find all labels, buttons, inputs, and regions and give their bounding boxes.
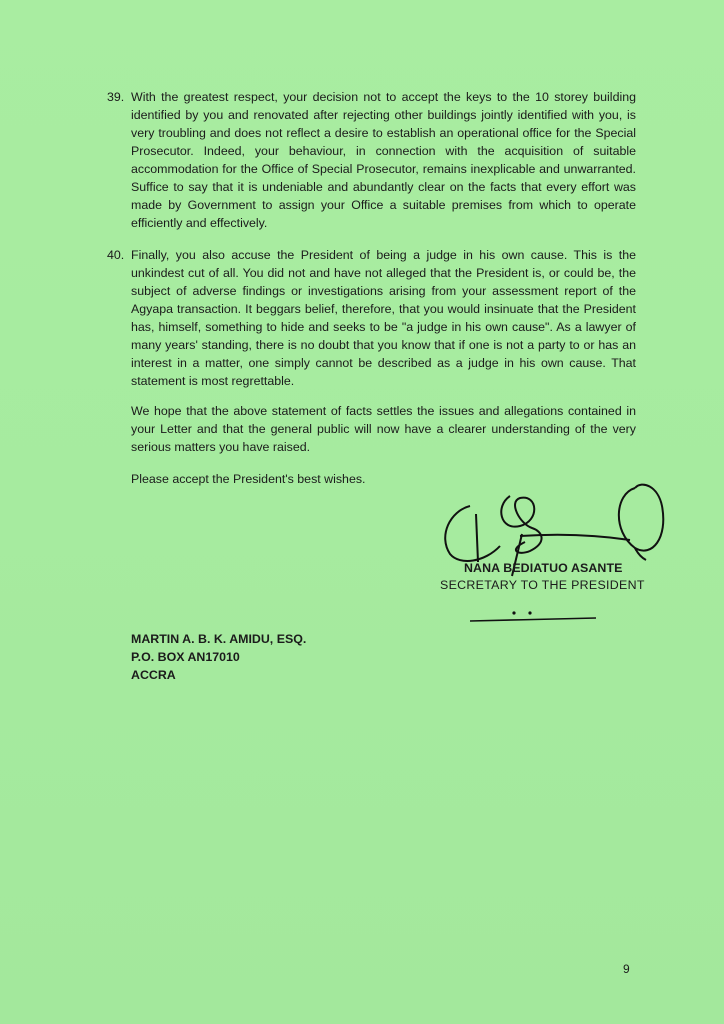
signatory-title: SECRETARY TO THE PRESIDENT [440, 578, 645, 592]
signature-block [440, 560, 660, 594]
paragraph-number: 39. [107, 90, 125, 104]
recipient-name: MARTIN A. B. K. AMIDU, ESQ. [131, 632, 307, 646]
page-number: 9 [623, 962, 630, 976]
paragraph-number: 40. [107, 248, 125, 262]
paragraph-text: Finally, you also accuse the President of being a judge in his own cause. This is the unkindest cut of all. You did not and have not alleged that the President is, or could be, the subject of adverse findings or investigations arising from your assessment report of the Agyapa transaction. It beggars belief, therefore, that you would insinuate that the President has, himself, something to hide and seeks to be "a judge in his own cause". As a lawyer of many years' standing, there is no doubt that you know that if one is not a party to or has an interest in a matter, one simply cannot be described as a judge in his own cause. That statement is most regrettable. [131, 248, 636, 388]
paragraph-39 [107, 88, 636, 232]
best-wishes-line: Please accept the President's best wishes. [131, 472, 366, 486]
paragraph-text: With the greatest respect, your decision not to accept the keys to the 10 storey building identified by you and renovated after rejecting other buildings jointly identified with you, is very troubling and does not reflect a desire to establish an operational office for the Special Prosecutor. Indeed, your behaviour, in connection with the acquisition of suitable accommodation for the Office of Special Prosecutor, remains inexplicable and unwarranted. Suffice to say that it is undeniable and abundantly clear on the facts that every effort was made by Government to assign your Office a suitable premises from which to operate efficiently and effectively. [131, 90, 636, 230]
closing-statement: We hope that the above statement of facts settles the issues and allegations contained in your Letter and that the general public will now have a clearer understanding of the very serious matters you have raised. [131, 404, 636, 454]
recipient-address [131, 630, 306, 684]
paragraph-40 [107, 246, 636, 390]
signature-underline [470, 610, 596, 624]
signatory-name: NANA BEDIATUO ASANTE [464, 561, 623, 575]
recipient-city: ACCRA [131, 668, 176, 682]
recipient-po-box: P.O. BOX AN17010 [131, 650, 240, 664]
